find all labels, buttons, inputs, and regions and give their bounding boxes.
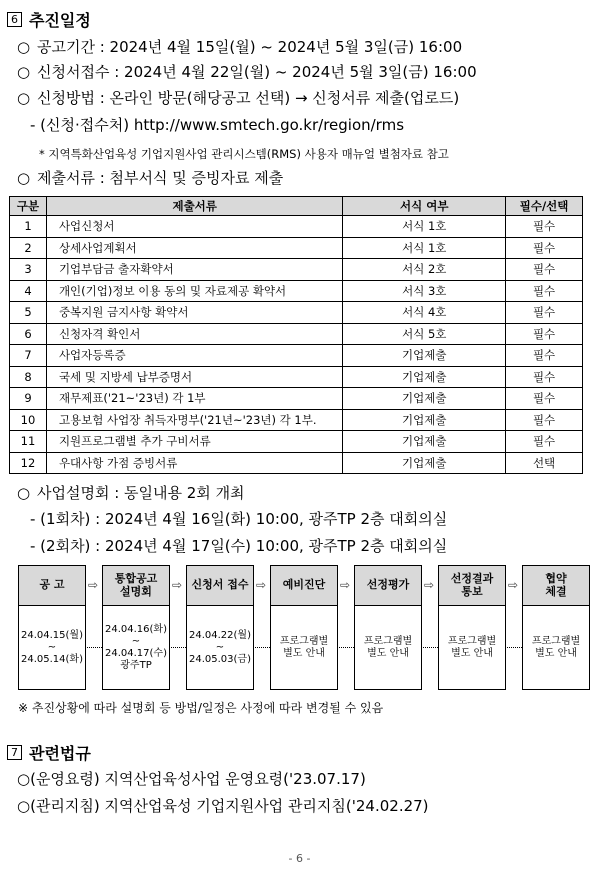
section-number: 6 [7, 12, 22, 27]
flow-connector [339, 647, 354, 648]
cell-required: 필수 [506, 323, 583, 345]
header-category: 구분 [10, 197, 47, 216]
flow-connector [171, 647, 186, 648]
flow-step-detail: 프로그램별 별도 안내 [270, 606, 338, 690]
application-site: - (신청·접수처) http://www.smtech.go.kr/region/rms [30, 116, 405, 134]
flow-step-detail: 프로그램별 별도 안내 [522, 606, 590, 690]
line-text: 신청서접수 : 2024년 4월 22일(월) ~ 2024년 5월 3일(금) 16:00 [37, 63, 477, 81]
cell-required: 필수 [506, 280, 583, 302]
cell-document: 고용보험 사업장 취득자명부('21년~'23년) 각 1부. [46, 409, 342, 431]
cell-no: 10 [10, 409, 47, 431]
section-6-title [7, 8, 91, 31]
cell-form: 서식 5호 [343, 323, 506, 345]
regulation-management: ○(관리지침) 지역산업육성 기업지원사업 관리지침('24.02.27) [17, 797, 429, 815]
flow-connector [423, 647, 438, 648]
cell-form: 기업제출 [343, 431, 506, 453]
bullet: ○ [17, 38, 31, 56]
cell-document: 상세사업계획서 [46, 237, 342, 259]
table-row [10, 431, 583, 453]
section-7-title [7, 741, 91, 764]
cell-document: 재무제표('21~'23년) 각 1부 [46, 388, 342, 410]
cell-form: 서식 3호 [343, 280, 506, 302]
cell-no: 5 [10, 302, 47, 324]
cell-required: 필수 [506, 237, 583, 259]
table-row [10, 388, 583, 410]
header-document: 제출서류 [46, 197, 342, 216]
table-row [10, 280, 583, 302]
table-row [10, 259, 583, 281]
arrow-right-icon: ⇨ [508, 578, 519, 592]
cell-no: 7 [10, 345, 47, 367]
flow-step-detail: 24.04.16(화) ~ 24.04.17(수) 광주TP [102, 606, 170, 690]
cell-document: 지원프로그램별 추가 구비서류 [46, 431, 342, 453]
page-number: - 6 - [288, 852, 311, 865]
cell-no: 11 [10, 431, 47, 453]
documents-table [9, 196, 583, 474]
flow-step-title: 선정결과 통보 [438, 565, 506, 606]
cell-no: 1 [10, 216, 47, 238]
cell-no: 2 [10, 237, 47, 259]
flow-step-detail: 프로그램별 별도 안내 [438, 606, 506, 690]
flow-step-title: 협약 체결 [522, 565, 590, 606]
cell-no: 4 [10, 280, 47, 302]
header-form: 서식 여부 [343, 197, 506, 216]
section-number: 7 [7, 745, 22, 760]
cell-no: 12 [10, 452, 47, 474]
flow-connector [255, 647, 270, 648]
cell-no: 6 [10, 323, 47, 345]
cell-form: 서식 2호 [343, 259, 506, 281]
line-text: 사업설명회 : 동일내용 2회 개최 [37, 484, 245, 502]
cell-no: 8 [10, 366, 47, 388]
cell-document: 우대사항 가점 증빙서류 [46, 452, 342, 474]
regulation-operation: ○(운영요령) 지역산업육성사업 운영요령('23.07.17) [17, 770, 366, 788]
cell-form: 서식 1호 [343, 216, 506, 238]
cell-form: 기업제출 [343, 345, 506, 367]
documents-heading [17, 167, 283, 188]
flow-step-title: 신청서 접수 [186, 565, 254, 606]
cell-no: 9 [10, 388, 47, 410]
schedule-application [17, 61, 477, 82]
schedule-method [17, 87, 459, 108]
cell-document: 신청자격 확인서 [46, 323, 342, 345]
table-row [10, 302, 583, 324]
line-text: 신청방법 : 온라인 방문(해당공고 선택) → 신청서류 제출(업로드) [37, 89, 460, 107]
cell-form: 서식 4호 [343, 302, 506, 324]
cell-required: 필수 [506, 366, 583, 388]
table-row [10, 452, 583, 474]
cell-required: 필수 [506, 259, 583, 281]
briefing-heading [17, 482, 245, 503]
table-row [10, 345, 583, 367]
section-title-text: 관련법규 [29, 744, 91, 763]
cell-form: 기업제출 [343, 388, 506, 410]
cell-document: 사업신청서 [46, 216, 342, 238]
cell-form: 기업제출 [343, 452, 506, 474]
bullet: ○ [17, 169, 31, 187]
table-row [10, 216, 583, 238]
bullet: ○ [17, 484, 31, 502]
cell-document: 중복지원 금지사항 확약서 [46, 302, 342, 324]
flow-step-title: 예비진단 [270, 565, 338, 606]
cell-document: 국세 및 지방세 납부증명서 [46, 366, 342, 388]
cell-document: 기업부담금 출자확약서 [46, 259, 342, 281]
flow-step-detail: 24.04.22(월) ~ 24.05.03(금) [186, 606, 254, 690]
cell-required: 필수 [506, 409, 583, 431]
arrow-right-icon: ⇨ [88, 578, 99, 592]
cell-document: 개인(기업)정보 이용 동의 및 자료제공 확약서 [46, 280, 342, 302]
table-row [10, 409, 583, 431]
arrow-right-icon: ⇨ [340, 578, 351, 592]
schedule-change-note: ※ 추진상황에 따라 설명회 등 방법/일정은 사정에 따라 변경될 수 있음 [18, 701, 384, 715]
cell-required: 선택 [506, 452, 583, 474]
cell-required: 필수 [506, 431, 583, 453]
schedule-announcement [17, 36, 462, 57]
bullet: ○ [17, 89, 31, 107]
cell-form: 기업제출 [343, 409, 506, 431]
cell-form: 기업제출 [343, 366, 506, 388]
cell-document: 사업자등록증 [46, 345, 342, 367]
header-required: 필수/선택 [506, 197, 583, 216]
arrow-right-icon: ⇨ [256, 578, 267, 592]
table-row [10, 323, 583, 345]
cell-no: 3 [10, 259, 47, 281]
arrow-right-icon: ⇨ [172, 578, 183, 592]
flow-step-title: 선정평가 [354, 565, 422, 606]
manual-note: * 지역특화산업육성 기업지원사업 관리시스템(RMS) 사용자 매뉴얼 별첨자료 참고 [39, 147, 449, 161]
bullet: ○ [17, 63, 31, 81]
cell-required: 필수 [506, 388, 583, 410]
flow-step-title: 통합공고 설명회 [102, 565, 170, 606]
briefing-session-1: - (1회차) : 2024년 4월 16일(화) 10:00, 광주TP 2층 대회의실 [30, 510, 448, 528]
briefing-session-2: - (2회차) : 2024년 4월 17일(수) 10:00, 광주TP 2층 대회의실 [30, 537, 448, 555]
cell-required: 필수 [506, 216, 583, 238]
table-row [10, 237, 583, 259]
table-header-row [10, 197, 583, 216]
line-text: 공고기간 : 2024년 4월 15일(월) ~ 2024년 5월 3일(금) 16:00 [37, 38, 463, 56]
flow-step-title: 공 고 [18, 565, 86, 606]
flow-step-detail: 24.04.15(월) ~ 24.05.14(화) [18, 606, 86, 690]
flow-step-detail: 프로그램별 별도 안내 [354, 606, 422, 690]
cell-required: 필수 [506, 345, 583, 367]
cell-required: 필수 [506, 302, 583, 324]
line-text: 제출서류 : 첨부서식 및 증빙자료 제출 [37, 169, 284, 187]
arrow-right-icon: ⇨ [424, 578, 435, 592]
flow-connector [87, 647, 102, 648]
section-title-text: 추진일정 [29, 11, 91, 30]
table-row [10, 366, 583, 388]
flow-connector [507, 647, 522, 648]
cell-form: 서식 1호 [343, 237, 506, 259]
